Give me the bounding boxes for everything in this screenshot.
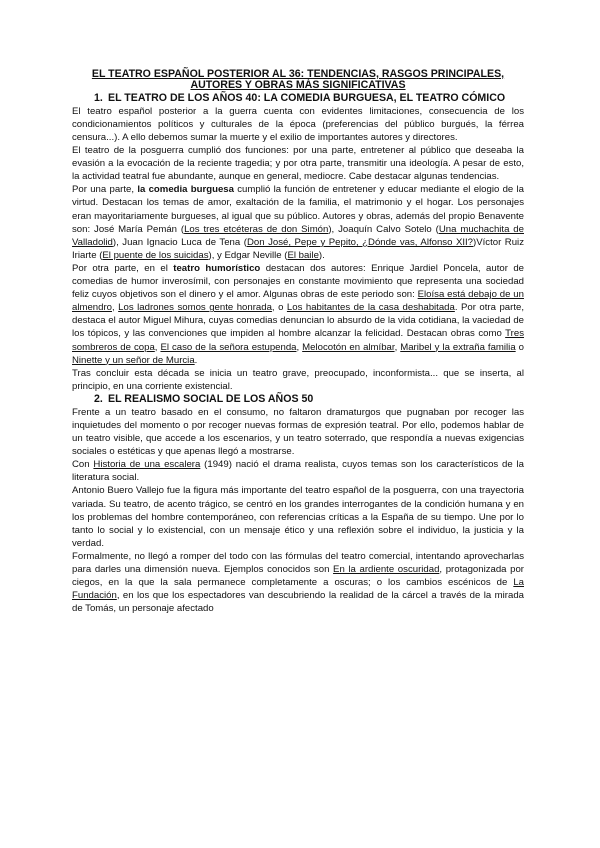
text: . Por otra parte, destaca el autor Miguel Mihura, cuyas comedias denuncian lo absurdo de la vida cotidiana, la vaciedad de los tópicos, y las convenciones que impiden al hombre alcanzar la felicidad. Destacan obras como bbox=[72, 302, 524, 340]
work-title: Los habitantes de la casa deshabitada bbox=[286, 302, 455, 314]
s2-paragraph-4 bbox=[72, 550, 524, 615]
text: ). bbox=[318, 249, 325, 261]
s1-paragraph-2: El teatro de la posguerra cumplió dos funciones: por una parte, entretener al público que deseaba la evasión a la evocación de la reciente tragedia; y por otra parte, transmitir una ideología. A pesar de esto, la actividad teatral fue abundante, aunque en general, mediocre. Cabe destacar algunas tendencias. bbox=[72, 145, 524, 183]
work-title: Maribel y la extraña familia bbox=[400, 341, 516, 353]
work-title: Melocotón en almíbar bbox=[302, 341, 395, 353]
document-title: EL TEATRO ESPAÑOL POSTERIOR AL 36: TENDENCIAS, RASGOS PRINCIPALES, AUTORES Y OBRAS MÁS SIGNIFICATIVAS bbox=[91, 68, 505, 92]
text: , en los que los espectadores van descubriendo la realidad de la cárcel a través de la mirada de Tomás, un personaje afectado bbox=[72, 590, 524, 615]
text: )Víctor Ruiz Iriarte ( bbox=[72, 236, 524, 261]
s2-paragraph-3: Antonio Buero Vallejo fue la figura más importante del teatro español de la posguerra, con una trayectoria variada. Su teatro, de acento trágico, se centró en los grandes interrogantes de la condición humana y en los problemas del hombre contemporáneo, con referencias críticas a la España de su tiempo. Une por lo tanto lo social y lo existencial, con un mensaje ético y una reflexión sobre el individuo, la justicia y la verdad. bbox=[72, 485, 524, 549]
work-title: Don José, Pepe y Pepito, ¿Dónde vas, Alfonso XII? bbox=[246, 236, 474, 248]
section-1-number: 1. bbox=[94, 91, 103, 104]
text: , bbox=[112, 302, 119, 314]
section-2-title: EL REALISMO SOCIAL DE LOS AÑOS 50 bbox=[108, 392, 314, 405]
text: , bbox=[394, 341, 401, 353]
text: ), Juan Ignacio Luca de Tena ( bbox=[112, 236, 247, 248]
text: , protagonizada por ciegos, en la que la sala permanece completamente a oscuras; o los cambios escénicos de bbox=[72, 564, 525, 589]
section-1-heading bbox=[72, 92, 524, 105]
s1-paragraph-comedia-burguesa bbox=[72, 183, 524, 262]
work-title: Una muchachita de Valladolid bbox=[72, 223, 524, 248]
work-title: El caso de la señora estupenda bbox=[160, 341, 297, 353]
s1-paragraph-1: El teatro español posterior a la guerra cuenta con evidentes limitaciones, consecuencia de los condicionamientos políticos y culturales de la época (preferencias del público burgués, la férrea censura...). A ello debemos sumar la muerte y el exilio de importantes autores y directores. bbox=[72, 105, 524, 143]
text: Por una parte, bbox=[72, 184, 138, 196]
text: cumplió la función de entretener y educar mediante el elogio de la virtud. Destacan los temas de amor, exaltación de la familia, el matrimonio y el hogar. Los personajes eran mayoritariamente burgueses, al igual que su público. Autores y obras, además del propio Benavente son: José María Pemán ( bbox=[72, 184, 525, 235]
work-title: Historia de una escalera bbox=[93, 459, 201, 471]
s2-paragraph-1: Frente a un teatro basado en el consumo, no faltaron dramaturgos que pugnaban por recoger las inquietudes del momento o por recoger nuevas formas de expresión teatral. Por ello, podemos hablar de un teatro visible, que accede a los escenarios, y un teatro soterrado, que respondía a nuevas exigencias sociales o estéticas y que apenas llegó a mostrarse. bbox=[72, 406, 524, 458]
bold-term: teatro humorístico bbox=[173, 262, 261, 274]
text: , o bbox=[271, 302, 287, 314]
work-title: Los tres etcéteras de don Simón bbox=[184, 223, 329, 235]
section-2-heading bbox=[72, 393, 524, 406]
work-title: Ninette y un señor de Murcia bbox=[72, 354, 195, 366]
section-2-number: 2. bbox=[94, 392, 103, 405]
text: ), Joaquín Calvo Sotelo ( bbox=[328, 223, 439, 235]
text: Formalmente, no llegó a romper del todo con las fórmulas del teatro comercial, intentando aprovecharlas para darles una dimensión nueva. Ejemplos conocidos son bbox=[72, 550, 524, 575]
text: o bbox=[515, 341, 524, 353]
s1-paragraph-5: Tras concluir esta década se inicia un teatro grave, preocupado, inconformista... que se inserta, al principio, en una corriente existencial. bbox=[72, 367, 524, 392]
section-1-title: EL TEATRO DE LOS AÑOS 40: LA COMEDIA BURGUESA, EL TEATRO CÓMICO bbox=[108, 91, 506, 104]
work-title: Tres sombreros de copa bbox=[72, 328, 524, 353]
text: Con bbox=[72, 459, 94, 471]
text: ), y Edgar Neville ( bbox=[208, 249, 288, 261]
bold-term: la comedia burguesa bbox=[137, 184, 234, 196]
text: (1949) nació el drama realista, cuyos temas son los característicos de la literatura social. bbox=[72, 459, 524, 484]
text: destacan dos autores: Enrique Jardiel Poncela, autor de comedias de humor inverosímil, con personajes en constante movimiento que representa una sociedad feliz cuyos objetivos son el dinero y el amor. Algunas obras de este periodo son: bbox=[72, 262, 524, 301]
s1-paragraph-teatro-humoristico bbox=[72, 262, 524, 367]
work-title: La Fundación bbox=[72, 577, 524, 602]
work-title: Los ladrones somos gente honrada bbox=[118, 302, 272, 314]
work-title: En la ardiente oscuridad bbox=[333, 564, 440, 575]
text: , bbox=[296, 341, 303, 353]
text: , bbox=[154, 341, 161, 353]
text: Por otra parte, en el bbox=[72, 262, 174, 274]
work-title: El baile bbox=[287, 249, 319, 261]
text: . bbox=[194, 354, 198, 366]
s2-paragraph-2 bbox=[72, 458, 524, 484]
work-title: El puente de los suicidas bbox=[102, 249, 209, 261]
work-title: Eloísa está debajo de un almendro bbox=[72, 289, 524, 314]
